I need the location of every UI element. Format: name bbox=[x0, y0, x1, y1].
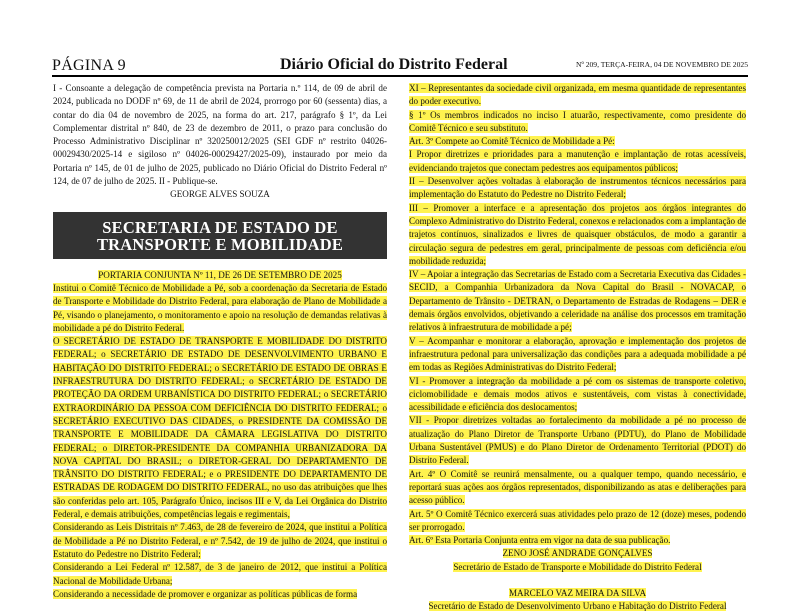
signature-zeno-name: ZENO JOSÉ ANDRADE GONÇALVES bbox=[502, 548, 653, 559]
page-number: PÁGINA 9 bbox=[52, 57, 126, 74]
inciso-vi: VI - Promover a integração da mobilidade a pé com os sistemas de transporte coletivo, ciclomobilidade e demais modos ativos e sustentáveis, com vistas à conectividade, acessibilidade e eficiência dos deslocamentos; bbox=[409, 375, 746, 413]
art-6: Art. 6º Esta Portaria Conjunta entra em vigor na data de sua publicação. bbox=[409, 535, 671, 546]
art-3: Art. 3º Compete ao Comitê Técnico de Mobilidade a Pé: bbox=[409, 136, 615, 147]
paragrafo-1: § 1º Os membros indicados no inciso I atuarão, respectivamente, como presidente do Comitê Técnico e seu substituto. bbox=[409, 109, 746, 133]
signature-marcelo-name: MARCELO VAZ MEIRA DA SILVA bbox=[508, 587, 647, 598]
page-header bbox=[52, 57, 748, 77]
signature-zeno-role: Secretário de Estado de Transporte e Mobilidade do Distrito Federal bbox=[453, 561, 702, 572]
inciso-vii: VII - Propor diretrizes voltadas ao fortalecimento da mobilidade a pé no processo de atualização do Plano Diretor de Transporte Urbano (PDTU), do Plano de Mobilidade Urbana Sustentável (PMUS) e do Plano Diretor de Ordenamento Territorial (PDOT) do Distrito Federal. bbox=[409, 415, 746, 466]
journal-title: Diário Oficial do Distrito Federal bbox=[280, 56, 508, 73]
right-column bbox=[409, 82, 746, 614]
left-column bbox=[53, 82, 387, 601]
signature-george: GEORGE ALVES SOUZA bbox=[170, 189, 270, 200]
considerando-3: Considerando a necessidade de promover e organizar as políticas públicas de forma bbox=[53, 588, 358, 599]
inciso-iv: IV – Apoiar a integração das Secretarias de Estado com a Secretaria Executiva das Cidades - SECID, a Companhia Urbanizadora da Nova Capital do Brasil - NOVACAP, o Departamento de Trânsito - DETRAN, o Departamento de Estradas de Rodagens – DER e demais órgãos envolvidos, objetivando a celeridade na análise dos processos em tramitação relativos à infraestrutura de mobilidade a pé; bbox=[409, 269, 746, 333]
considerando-2: Considerando a Lei Federal nº 12.587, de 3 de janeiro de 2012, que institui a Política Nacional de Mobilidade Urbana; bbox=[53, 562, 387, 586]
inciso-ii: II – Desenvolver ações voltadas à elaboração de instrumentos técnicos necessários para implementação do Estatuto do Pedestre no Distrito Federal; bbox=[409, 176, 746, 200]
portaria-title: PORTARIA CONJUNTA Nº 11, DE 26 DE SETEMBRO DE 2025 bbox=[98, 269, 342, 280]
inciso-i: I Propor diretrizes e prioridades para a manutenção e implantação de rotas acessíveis, evidenciando trajetos que conectam pedestres aos equipamentos públicos; bbox=[409, 149, 746, 173]
inciso-iii: III – Promover a interface e a apresentação dos projetos aos órgãos integrantes do Complexo Administrativo do Distrito Federal, conexos e relacionados com a implantação de trajetos contínuos, sinalizados e livres de quaisquer obstáculos, de modo a garantir a circulação segura de pedestres em geral, principalmente de pessoas com deficiência e/ou mobilidade reduzida; bbox=[409, 202, 746, 266]
spacer bbox=[409, 574, 746, 587]
preamble-rest: no uso das atribuições que lhes são conferidas pelo art. 105, Parágrafo Único, incisos III e V, da Lei Orgânica do Distrito Federal, e demais atribuições, competências legais e regimentais, bbox=[53, 482, 387, 520]
art-5: Art. 5º O Comitê Técnico exercerá suas atividades pelo prazo de 12 (doze) meses, podendo ser prorrogado. bbox=[409, 508, 746, 532]
considerando-1: Considerando as Leis Distritais nº 7.463, de 28 de fevereiro de 2024, que institui a Política de Mobilidade a Pé no Distrito Federal, e nº 7.542, de 19 de julho de 2024, que institui o Estatuto do Pedestre no Distrito Federal; bbox=[53, 522, 387, 559]
banner-line-2: TRANSPORTE E MOBILIDADE bbox=[96, 234, 344, 254]
signature-marcelo-role: Secretário de Estado de Desenvolvimento Urbano e Habitação do Distrito Federal bbox=[428, 601, 727, 612]
inciso-v: V – Acompanhar e monitorar a elaboração, aprovação e implementação dos projetos de infraestrutura pedonal para universalização das condições para a adequada mobilidade a pé em todas as Regiões Administrativas do Distrito Federal; bbox=[409, 335, 746, 373]
issue-date: Nº 209, TERÇA-FEIRA, 04 DE NOVEMBRO DE 2025 bbox=[575, 60, 748, 69]
intro-paragraph: I - Consoante a delegação de competência prevista na Portaria n.º 114, de 09 de abril de 2024, publicada no DODF nº 69, de 11 de abril de 2024, prorrogo por 60 (sessenta) dias, a contar do dia 04 de novembro de 2025, na forma do art. 217, parágrafo § 1º, da Lei Complementar distrital nº 840, de 23 de dezembro de 2011, o prazo para conclusão do Processo Administrativo Disciplinar nº 320250012/2025 (SEI GDF nº restrito 04026-00029430/2025-14 e sigiloso nº 04026-00029427/2025-09), instaurado por meio da Portaria nº 145, de 01 de julho de 2025, publicado no Diário Oficial do Distrito Federal nº 124, de 07 de julho de 2025. II - Publique-se. bbox=[53, 83, 387, 187]
ementa: Institui o Comitê Técnico de Mobilidade a Pé, sob a coordenação da Secretaria de Estado de Transporte e Mobilidade do Distrito Federal, para elaboração de Plano de Mobilidade a Pé, visando o planejamento, o monitoramento e apoio na resolução de demandas relativas à mobilidade a pé do Distrito Federal. bbox=[53, 282, 387, 333]
art-4: Art. 4º O Comitê se reunirá mensalmente, ou a qualquer tempo, quando necessário, e reportará suas ações aos órgãos representados, disponibilizando as atas e deliberações para acesso público. bbox=[409, 468, 746, 506]
preamble-caps: O SECRETÁRIO DE ESTADO DE TRANSPORTE E MOBILIDADE DO DISTRITO FEDERAL; o SECRETÁRIO DE ESTADO DE DESENVOLVIMENTO URBANO E HABITAÇÃO DO DISTRITO FEDERAL; o SECRETÁRIO DE ESTADO DE OBRAS E INFRAESTRUTURA DO DISTRITO FEDERAL; o SECRETÁRIO DE ESTADO DE PROTEÇÃO DA ORDEM URBANÍSTICA DO DISTRITO FEDERAL; o SECRETÁRIO EXTRAORDINÁRIO DA PESSOA COM DEFICIÊNCIA DO DISTRITO FEDERAL; o SECRETÁRIO EXECUTIVO DAS CIDADES, o PRESIDENTE DA COMISSÃO DE TRANSPORTE E MOBILIDADE DA CÂMARA LEGISLATIVA DO DISTRITO FEDERAL; o DIRETOR-PRESIDENTE DA COMPANHIA URBANIZADORA DA NOVA CAPITAL DO BRASIL; o DIRETOR-GERAL DO DEPARTAMENTO DE TRÂNSITO DO DISTRITO FEDERAL; e o PRESIDENTE DO DEPARTAMENTO DE ESTRADAS DE RODAGEM DO DISTRITO FEDERAL, bbox=[53, 336, 387, 493]
inciso-xi: XI – Representantes da sociedade civil organizada, em mesma quantidade de representantes do poder executivo. bbox=[409, 83, 746, 107]
section-banner bbox=[53, 212, 387, 259]
banner-line-1: SECRETARIA DE ESTADO DE bbox=[102, 217, 338, 237]
